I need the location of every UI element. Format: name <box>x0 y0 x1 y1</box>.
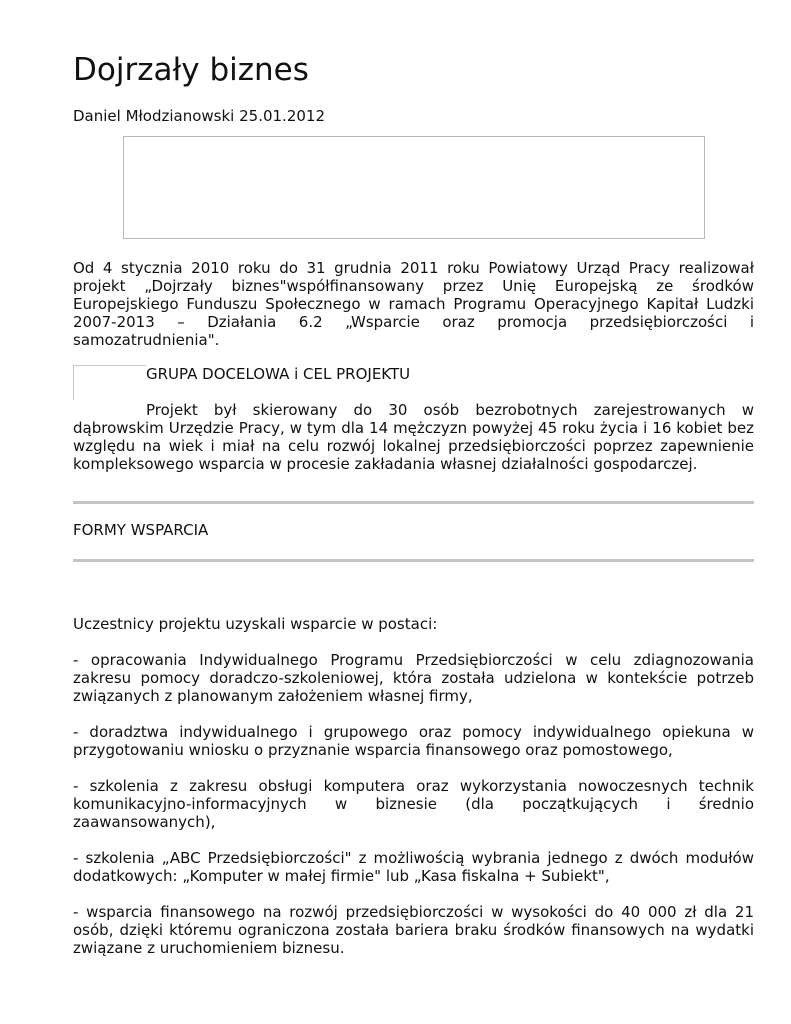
divider-bottom <box>73 559 754 562</box>
forms-heading: FORMY WSPARCIA <box>73 521 209 539</box>
intro-paragraph: Od 4 stycznia 2010 roku do 31 grudnia 2011 roku Powiatowy Urząd Pracy realizował projekt „Dojrzały biznes"współfinansowany przez Unię Europejską ze środków Europejskiego Funduszu Społecznego w ramach Programu Operacyjnego Kapitał Ludzki 2007-2013 – Działania 6.2 „Wsparcie oraz promocja przedsiębiorczości i samozatrudnienia". <box>73 259 754 349</box>
forms-list-item: - opracowania Indywidualnego Programu Przedsiębiorczości w celu zdiagnozowania zakresu pomocy doradczo-szkoleniowej, która została udzielona w kontekście potrzeb związanych z planowanym założeniem własnej firmy, <box>73 651 754 705</box>
forms-list-item: - doradztwa indywidualnego i grupowego oraz pomocy indywidualnego opiekuna w przygotowaniu wniosku o przyznanie wsparcia finansowego oraz pomostowego, <box>73 723 754 759</box>
forms-list-item: - wsparcia finansowego na rozwój przedsiębiorczości w wysokości do 40 000 zł dla 21 osób, dzięki któremu ograniczona została bariera braku środków finansowych na wydatki związane z uruchomieniem biznesu. <box>73 903 754 957</box>
article-byline: Daniel Młodzianowski 25.01.2012 <box>73 107 325 125</box>
group-heading: GRUPA DOCELOWA i CEL PROJEKTU <box>146 365 411 383</box>
article <box>73 50 754 957</box>
image-placeholder <box>123 136 705 239</box>
forms-list-item: - szkolenia „ABC Przedsiębiorczości" z możliwością wybrania jednego z dwóch modułów dodatkowych: „Komputer w małej firmie" lub „Kasa fiskalna + Subiekt", <box>73 849 754 885</box>
group-paragraph: Projekt był skierowany do 30 osób bezrobotnych zarejestrowanych w dąbrowskim Urzędzie Pracy, w tym dla 14 mężczyzn powyżej 45 roku życia i 16 kobiet bez względu na wiek i miał na celu rozwój lokalnej przedsiębiorczości poprzez zapewnienie kompleksowego wsparcia w procesie zakładania własnej działalności gospodarczej. <box>73 401 754 473</box>
divider-top <box>73 501 754 504</box>
article-title: Dojrzały biznes <box>73 52 309 88</box>
image-placeholder-small <box>73 365 146 400</box>
group-section-header <box>73 365 754 401</box>
forms-lead: Uczestnicy projektu uzyskali wsparcie w postaci: <box>73 615 438 633</box>
forms-list-item: - szkolenia z zakresu obsługi komputera oraz wykorzystania nowoczesnych technik komunikacyjno-informacyjnych w biznesie (dla początkujących i średnio zaawansowanych), <box>73 777 754 831</box>
